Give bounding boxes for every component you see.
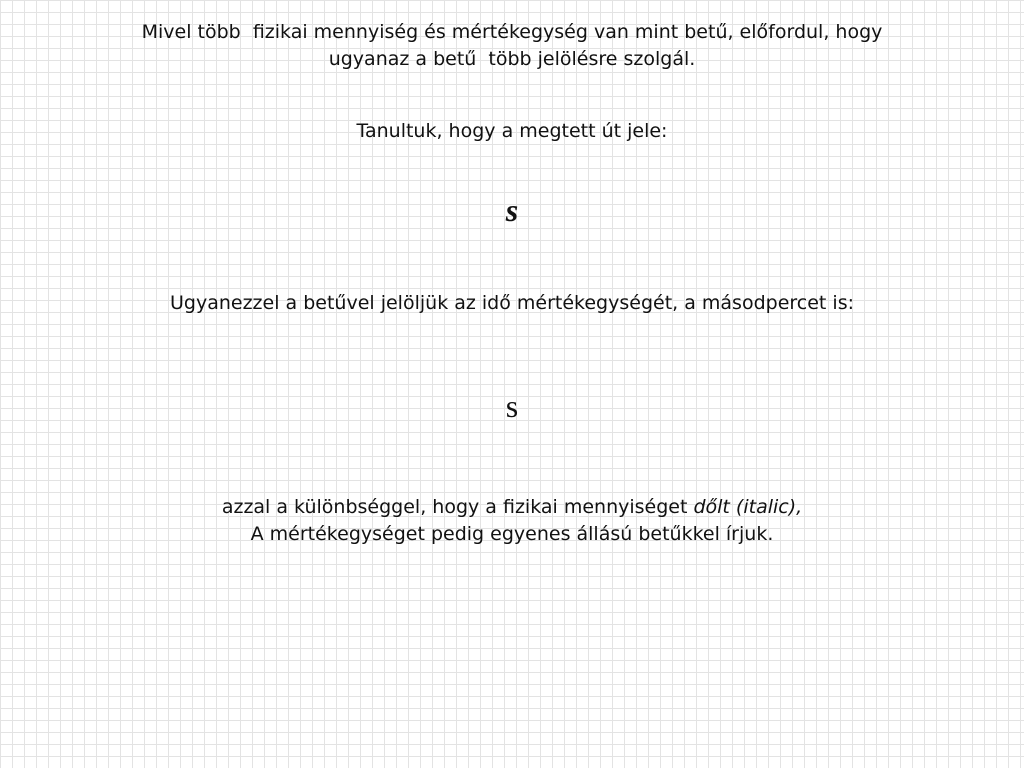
second-unit-text: Ugyanezzel a betűvel jelöljük az idő mértékegységét, a másodpercet is: <box>170 292 854 314</box>
distance-text: Tanultuk, hogy a megtett út jele: <box>356 120 668 142</box>
conclusion-line-1 <box>0 494 1024 520</box>
distance-symbol-italic: s <box>505 192 519 228</box>
conclusion-prefix: azzal a különbséggel, hogy a fizikai mennyiséget <box>221 496 694 518</box>
conclusion-line-2: A mértékegységet pedig egyenes állású betűkkel írjuk. <box>250 523 774 545</box>
conclusion-italic-phrase: dőlt (italic), <box>693 496 803 518</box>
intro-line-1: Mivel több fizikai mennyiség és mértékegység van mint betű, előfordul, hogy <box>141 21 883 43</box>
intro-line-2: ugyanaz a betű több jelölésre szolgál. <box>328 48 696 70</box>
second-symbol-upright: s <box>505 388 519 424</box>
